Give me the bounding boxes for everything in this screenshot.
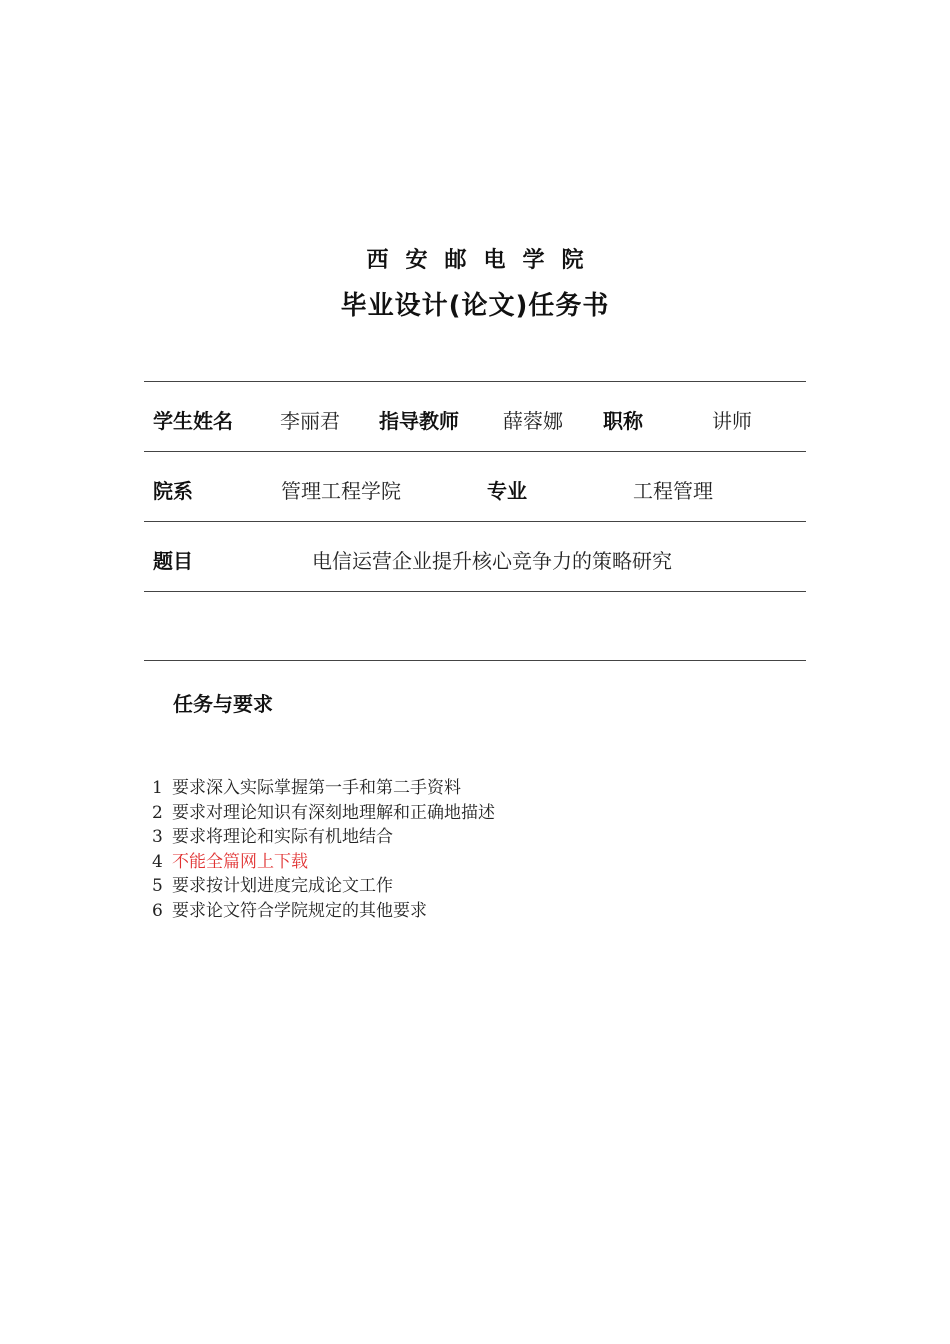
- student-name-label: 学生姓名: [153, 409, 233, 433]
- department-value: 管理工程学院: [281, 479, 401, 503]
- table-rule-top: [144, 381, 806, 382]
- list-item: [152, 899, 495, 924]
- document-title: 毕业设计(论文)任务书: [340, 291, 610, 321]
- list-item: [152, 825, 495, 850]
- list-item-text: 要求将理论和实际有机地结合: [172, 827, 393, 848]
- school-name: 西安邮电学院: [366, 248, 601, 273]
- requirements-list: [152, 776, 495, 924]
- major-label: 专业: [487, 479, 527, 503]
- topic-label: 题目: [153, 549, 193, 573]
- list-item-number: 2: [152, 802, 163, 823]
- list-item: [152, 874, 495, 899]
- rank-label: 职称: [603, 409, 643, 433]
- list-item: [152, 801, 495, 826]
- table-rule-bottom: [144, 660, 806, 661]
- student-name-value: 李丽君: [280, 409, 340, 433]
- list-item-number: 3: [152, 827, 163, 848]
- list-item-warning: [152, 850, 495, 875]
- list-item-text: 要求按计划进度完成论文工作: [172, 876, 393, 897]
- rank-value: 讲师: [712, 409, 752, 433]
- list-item: [152, 776, 495, 801]
- major-value: 工程管理: [633, 479, 713, 503]
- list-item-text: 要求深入实际掌握第一手和第二手资料: [172, 778, 461, 798]
- table-rule-row1: [144, 451, 806, 452]
- tasks-heading: 任务与要求: [173, 692, 273, 716]
- topic-value: 电信运营企业提升核心竞争力的策略研究: [312, 549, 672, 573]
- department-label: 院系: [153, 479, 193, 503]
- list-item-text: 要求论文符合学院规定的其他要求: [172, 900, 427, 921]
- advisor-label: 指导教师: [379, 409, 459, 433]
- table-rule-row2: [144, 521, 806, 522]
- list-item-number: 1: [152, 778, 163, 798]
- list-item-number: 6: [152, 900, 163, 921]
- list-item-text: 不能全篇网上下载: [172, 851, 308, 872]
- list-item-number: 5: [152, 876, 163, 897]
- table-rule-row3: [144, 591, 806, 592]
- list-item-number: 4: [152, 851, 163, 872]
- advisor-value: 薛蓉娜: [503, 409, 563, 433]
- list-item-text: 要求对理论知识有深刻地理解和正确地描述: [172, 802, 495, 823]
